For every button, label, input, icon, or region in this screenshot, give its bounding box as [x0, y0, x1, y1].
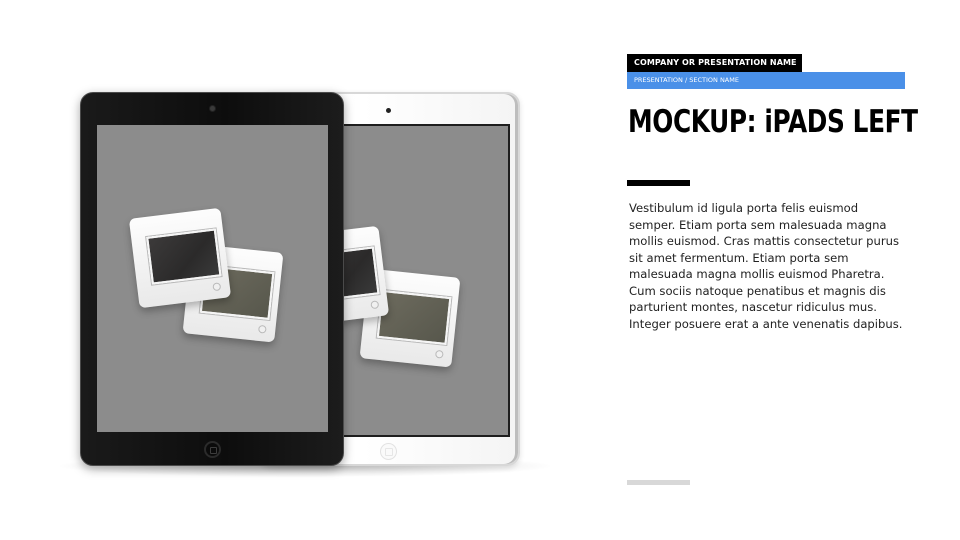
- slide-window: [377, 290, 452, 345]
- footer-bar: [627, 480, 690, 485]
- home-button-icon: [204, 441, 221, 458]
- slide-title: MOCKUP: iPADS LEFT: [628, 104, 918, 140]
- camera-icon: [210, 106, 215, 111]
- slide-dot: [435, 350, 444, 359]
- section-name-bar: PRESENTATION / SECTION NAME: [627, 72, 905, 89]
- slide-dot: [370, 300, 379, 309]
- home-button-icon: [380, 443, 397, 460]
- slide-card-front: [129, 208, 231, 309]
- body-paragraph: Vestibulum id ligula porta felis euismod semper. Etiam porta sem malesuada magna mollis euismod. Cras mattis consectetur purus sit amet fermentum. Etiam porta sem malesuada magna mollis euismod Pharetra. Cum sociis natoque penatibus et magnis dis parturient montes, nascetur ridiculus mus. Integer posuere erat a ante venenatis dapibus.: [629, 201, 903, 331]
- ipad-white-screen: [340, 124, 510, 437]
- slide-dot: [212, 282, 221, 291]
- slide-window: [146, 228, 221, 284]
- title-accent-bar: [627, 180, 690, 186]
- camera-icon: [386, 108, 391, 113]
- ipad-black-screen: [97, 125, 328, 432]
- slide-dot: [258, 325, 267, 334]
- company-name-bar: COMPANY OR PRESENTATION NAME: [627, 54, 802, 72]
- ipad-black: [80, 92, 344, 466]
- slide-window: [340, 246, 380, 302]
- slide-card-front: [340, 226, 389, 327]
